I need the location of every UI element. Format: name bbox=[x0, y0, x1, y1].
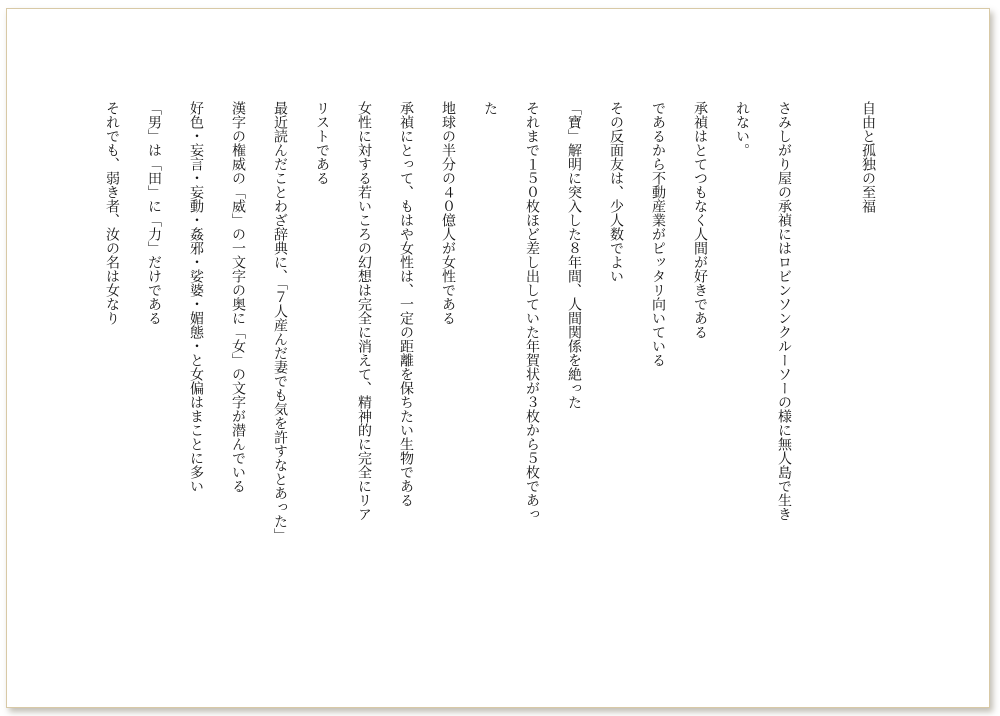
text-line: その反面友は、少人数でよい bbox=[608, 101, 624, 283]
text-line: 地球の半分の４０億人が女性である bbox=[440, 101, 456, 325]
text-line: た bbox=[482, 101, 498, 115]
text-line: 承禎はとてつもなく人間が好きである bbox=[692, 101, 708, 339]
text-line: リストである bbox=[314, 101, 330, 185]
text-line: であるから不動産業がピッタリ向いている bbox=[650, 101, 666, 367]
text-line: さみしがり屋の承禎にはロビンソンクルーソーの様に無人島で生き bbox=[776, 101, 792, 521]
text-line: 承禎にとって、もはや女性は、一定の距離を保ちたい生物である bbox=[398, 101, 414, 507]
vertical-text-block bbox=[91, 101, 889, 661]
text-line: それでも、弱き者、汝の名は女なり bbox=[104, 101, 120, 325]
text-line: れない。 bbox=[734, 101, 750, 157]
text-line: 「寶」解明に突入した８年間、人間関係を絶った bbox=[566, 101, 582, 409]
text-line: 最近読んだことわざ辞典に、「７人産んだ妻でも気を許すなとあった」 bbox=[272, 101, 288, 542]
text-line: それまで１５０枚ほど差し出していた年賀状が３枚から５枚であっ bbox=[524, 101, 540, 521]
document-page bbox=[6, 8, 990, 708]
blank-line bbox=[805, 101, 847, 661]
document-title: 自由と孤独の至福 bbox=[860, 101, 876, 213]
text-line: 女性に対する若いころの幻想は完全に消えて、精神的に完全にリア bbox=[356, 101, 372, 521]
text-line: 「男」は「田」に「力」だけである bbox=[146, 101, 162, 325]
text-line: 好色・妄言・妄動・姦邪・娑婆・媚態・と女偏はまことに多い bbox=[188, 101, 204, 493]
text-line: 漢字の権威の「威」の一文字の奥に「女」の文字が潜んでいる bbox=[230, 101, 246, 493]
